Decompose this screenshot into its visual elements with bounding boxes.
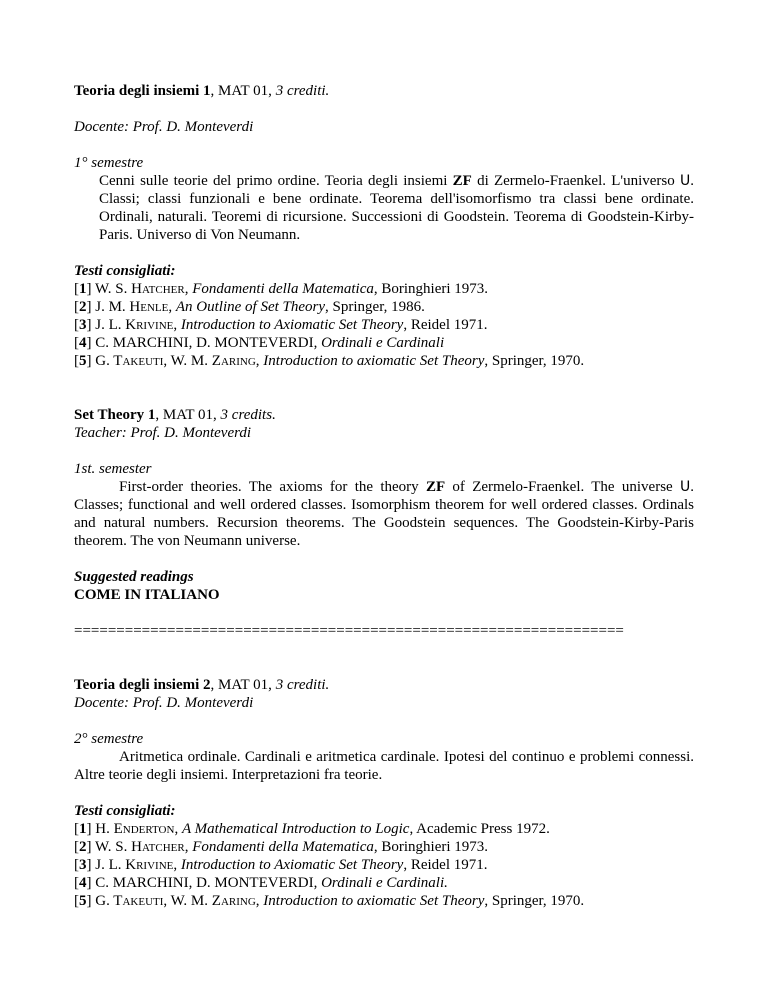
reference-item: [2] J. M. Henle, An Outline of Set Theory, Springer, 1986. (74, 299, 425, 315)
course-credits: 3 crediti. (275, 83, 330, 99)
reference-item: [1] H. Enderton, A Mathematical Introduction to Logic, Academic Press 1972. (74, 821, 550, 837)
desc-part: of Zermelo-Fraenkel. The universe (445, 479, 680, 495)
reference-title: Introduction to axiomatic Set Theory (263, 893, 485, 909)
reference-publisher: , Academic Press 1972. (409, 821, 550, 837)
reference-item: [3] J. L. Krivine, Introduction to Axiomatic Set Theory, Reidel 1971. (74, 317, 488, 333)
reference-author: rivine (136, 317, 174, 333)
course2-code: , MAT 01, (210, 677, 276, 693)
reference-number: 2 (79, 299, 87, 315)
desc-zf: ZF (452, 173, 472, 189)
reference-author: J. M. H (95, 299, 141, 315)
reference-publisher: , Reidel 1971. (403, 317, 488, 333)
reference-publisher: , Boringhieri 1973. (373, 281, 489, 297)
course-title-en (74, 406, 694, 424)
readings-heading-en: Suggested readings (74, 569, 194, 585)
reference-title: Ordinali e Cardinali (321, 335, 445, 351)
reference-author: aring (220, 353, 256, 369)
reference-number: 1 (79, 281, 87, 297)
reference-number: 4 (79, 335, 87, 351)
reference-item: [5] G. Takeuti, W. M. Zaring, Introduction to axiomatic Set Theory, Springer, 1970. (74, 353, 585, 369)
course2-description: Aritmetica ordinale. Cardinali e aritmetica cardinale. Ipotesi del continuo e problemi connessi. Altre teorie degli insiemi. Interpretazioni fra teorie. (74, 749, 694, 783)
course2-credits: 3 crediti. (275, 677, 330, 693)
document-body (74, 82, 694, 910)
reference-author: atcher (141, 839, 185, 855)
reference-item: [4] C. MARCHINI, D. MONTEVERDI, Ordinali e Cardinali (74, 335, 445, 351)
course-code-en: , MAT 01, (155, 407, 221, 423)
course2-docente: Docente: Prof. D. Monteverdi (74, 695, 254, 711)
reference-number: 1 (79, 821, 87, 837)
reference-list-2 (74, 820, 694, 910)
desc-universe-symbol: U (680, 173, 691, 189)
reference-author: , W. M. Z (163, 893, 221, 909)
reference-number: 3 (79, 857, 87, 873)
reference-item: [2] W. S. Hatcher, Fondamenti della Matematica, Boringhieri 1973. (74, 839, 489, 855)
reference-title: An Outline of Set Theory (175, 299, 326, 315)
reference-author: nderton (122, 821, 175, 837)
reference-author: , W. M. Z (163, 353, 221, 369)
reference-title: Introduction to axiomatic Set Theory (263, 353, 485, 369)
desc-universe-symbol: U (679, 479, 691, 495)
course-teacher: Teacher: Prof. D. Monteverdi (74, 425, 252, 441)
reference-title: Fondamenti della Matematica (192, 839, 374, 855)
course2-title (74, 676, 694, 694)
desc-zf: ZF (425, 479, 446, 495)
reference-title: Fondamenti della Matematica (192, 281, 374, 297)
reference-author: C. MARCHINI, D. MONTEVERDI (95, 875, 314, 891)
course-code: , MAT 01, (210, 83, 276, 99)
reference-author: enle (140, 299, 169, 315)
reference-publisher: , Springer, 1986. (325, 299, 425, 315)
readings2-heading: Testi consigliati: (74, 803, 176, 819)
reference-item: [1] W. S. Hatcher, Fondamenti della Matematica, Boringhieri 1973. (74, 281, 489, 297)
course-description (74, 172, 694, 244)
course-semester: 1° semestre (74, 155, 144, 171)
reference-author: rivine (136, 857, 174, 873)
reference-list (74, 280, 694, 370)
reference-title: Introduction to Axiomatic Set Theory (180, 317, 404, 333)
course-title (74, 82, 694, 100)
reference-author: akeuti (122, 353, 164, 369)
desc-part: di Zermelo-Fraenkel. L'universo (471, 173, 680, 189)
reference-item: [3] J. L. Krivine, Introduction to Axiomatic Set Theory, Reidel 1971. (74, 857, 488, 873)
separator-line: ================================================================= (74, 623, 624, 639)
reference-author: W. S. H (94, 839, 142, 855)
reference-publisher: , Boringhieri 1973. (373, 839, 489, 855)
course-description-en (74, 478, 694, 550)
reference-author: G. T (95, 353, 123, 369)
reference-author: H. E (95, 821, 123, 837)
desc-part: . Classes; functional and well ordered classes. Isomorphism theorem for well ordered classes. Ordinals and natural numbers. Recursion theorems. The Goodstein sequences. The Goodstein-Kirby-Paris theorem. The von Neumann universe. (74, 479, 694, 549)
reference-publisher: , Reidel 1971. (403, 857, 488, 873)
reference-title: A Mathematical Introduction to Logic (181, 821, 410, 837)
course-docente: Docente: Prof. D. Monteverdi (74, 119, 254, 135)
reference-number: 5 (79, 353, 87, 369)
reference-item: [5] G. Takeuti, W. M. Zaring, Introduction to axiomatic Set Theory, Springer, 1970. (74, 893, 585, 909)
readings-note: COME IN ITALIANO (74, 587, 220, 603)
reference-author: J. L. K (95, 857, 137, 873)
reference-publisher: , Springer, 1970. (484, 893, 585, 909)
course-credits-en: 3 credits. (220, 407, 276, 423)
reference-author: W. S. H (94, 281, 142, 297)
desc-part: Cenni sulle teorie del primo ordine. Teoria degli insiemi (99, 173, 453, 189)
reference-author: aring (220, 893, 256, 909)
desc-part: First-order theories. The axioms for the theory (119, 479, 426, 495)
reference-item: [4] C. MARCHINI, D. MONTEVERDI, Ordinali e Cardinali. (74, 875, 448, 891)
reference-title: Ordinali e Cardinali. (321, 875, 448, 891)
course-semester-en: 1st. semester (74, 461, 152, 477)
reference-author: J. L. K (95, 317, 137, 333)
reference-number: 5 (79, 893, 87, 909)
reference-number: 2 (79, 839, 87, 855)
course-name: Teoria degli insiemi 1 (74, 83, 211, 99)
reference-publisher: , Springer, 1970. (484, 353, 585, 369)
reference-author: atcher (141, 281, 185, 297)
course2-name: Teoria degli insiemi 2 (74, 677, 211, 693)
reference-number: 3 (79, 317, 87, 333)
reference-author: G. T (95, 893, 123, 909)
reference-number: 4 (79, 875, 87, 891)
course-name-en: Set Theory 1 (74, 407, 156, 423)
reference-author: C. MARCHINI, D. MONTEVERDI (95, 335, 314, 351)
desc-part: . Classi; classi funzionali e bene ordinate. Teorema dell'isomorfismo tra classi bene ordinate. Ordinali, naturali. Teoremi di ricursione. Successioni di Goodstein. Teorema di Goodstein-Kirby-Paris. Universo di Von Neumann. (99, 173, 694, 243)
readings-heading: Testi consigliati: (74, 263, 176, 279)
reference-title: Introduction to Axiomatic Set Theory (180, 857, 404, 873)
course2-semester: 2° semestre (74, 731, 144, 747)
reference-author: akeuti (122, 893, 164, 909)
